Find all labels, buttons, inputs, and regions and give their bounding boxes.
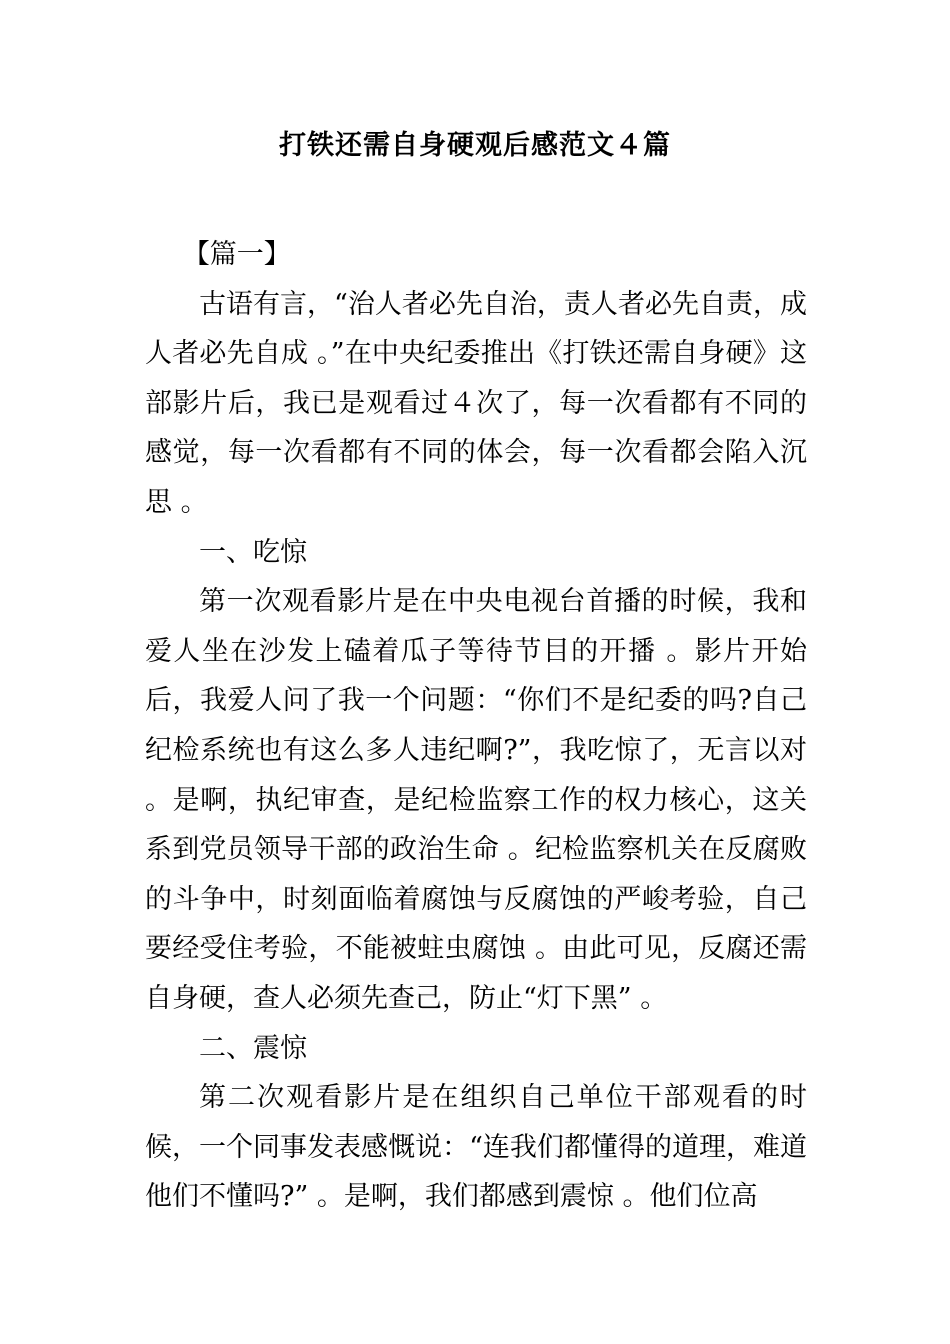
section-heading: 二、震惊 (199, 1032, 307, 1064)
section-heading: 一、吃惊 (199, 536, 307, 568)
paragraph: 古语有言，“治人者必先自治，责人者必先自责，成人者必先自成 。”在中央纪委推出《打铁还需自身硬》这部影片后，我已是观看过４次了，每一次看都有不同的感觉，每一次看都有不同的体会，每一次看都会陷入沉思 。 (145, 288, 807, 518)
paragraph: 第二次观看影片是在组织自己单位干部观看的时候，一个同事发表感慨说：“连我们都懂得的道理，难道他们不懂吗?” 。是啊，我们都感到震惊 。他们位高 (145, 1082, 807, 1213)
document-body (145, 230, 807, 1222)
section-mark: 【篇一】 (182, 239, 291, 270)
document-title: 打铁还需自身硬观后感范文４篇 (279, 130, 671, 161)
paragraph: 第一次观看影片是在中央电视台首播的时候，我和爱人坐在沙发上磕着瓜子等待节目的开播 。影片开始后，我爱人问了我一个问题：“你们不是纪委的吗?自己纪检系统也有这么多人违纪啊?”，我吃惊了，无言以对 。是啊，执纪审查，是纪检监察工作的权力核心，这关系到党员领导干部的政治生命 。纪检监察机关在反腐败的斗争中，时刻面临着腐蚀与反腐蚀的严峻考验，自己要经受住考验，不能被蛀虫腐蚀 。由此可见，反腐还需自身硬，查人必须先查己，防止“灯下黑” 。 (145, 586, 807, 1014)
